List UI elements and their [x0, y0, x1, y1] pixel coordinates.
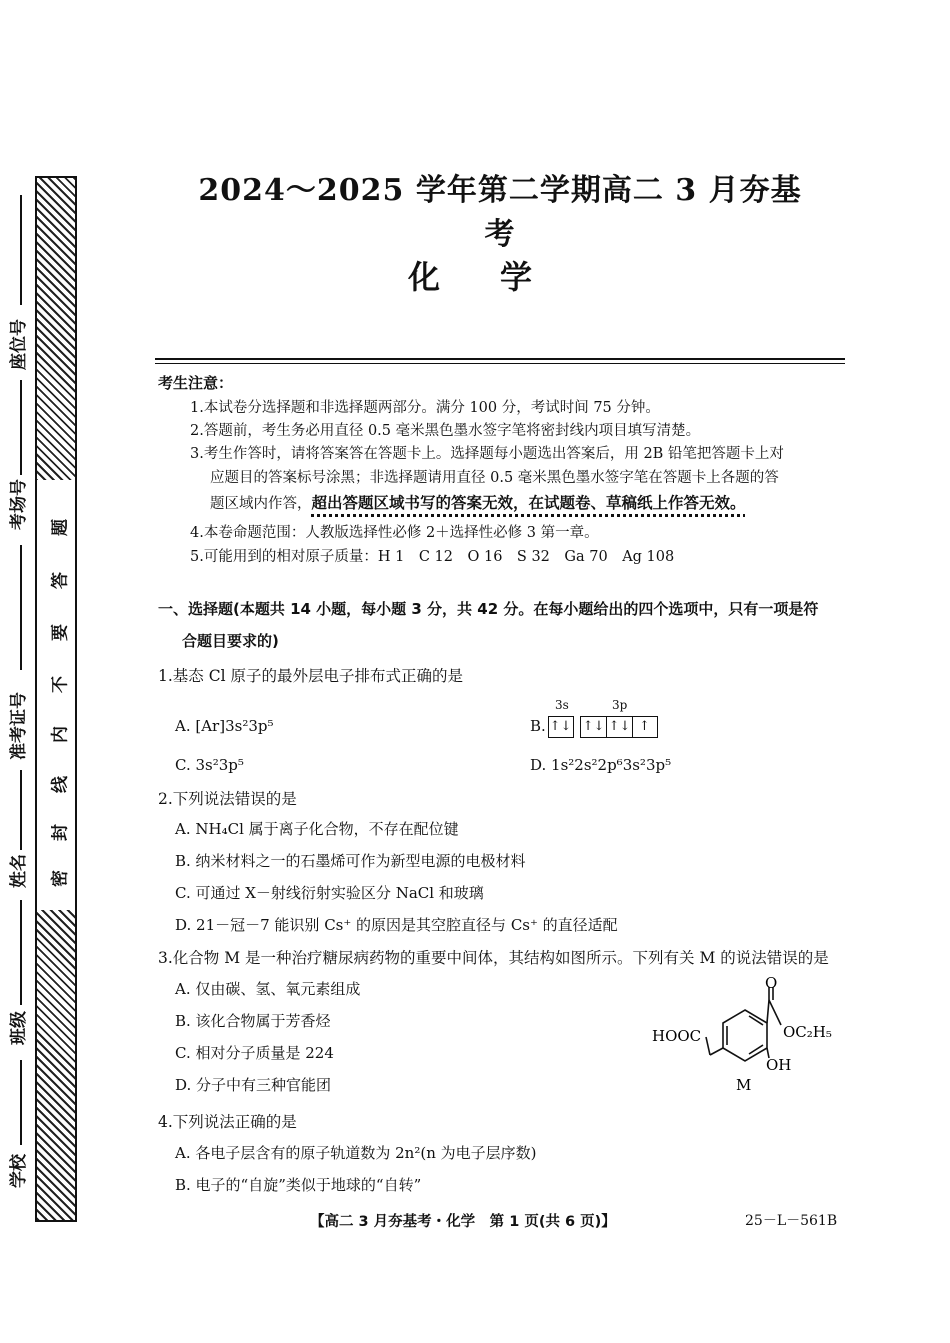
ticket-number-label: 准考证号 — [9, 692, 29, 760]
note-item: 5.可能用到的相对原子质量：H 1 C 12 O 16 S 32 Ga 70 Ag 108 — [190, 549, 675, 565]
q1-option-c: C. 3s²3p⁵ — [175, 756, 244, 774]
seal-char: 内 — [50, 726, 71, 743]
q3-option-b: B. 该化合物属于芳香烃 — [175, 1012, 331, 1030]
q2-option-a: A. NH₄Cl 属于离子化合物，不存在配位键 — [175, 820, 459, 838]
seal-char: 答 — [50, 572, 71, 589]
seal-char: 不 — [50, 676, 71, 693]
molecule-structure — [650, 975, 850, 1095]
struct-hooc: HOOC — [652, 1027, 702, 1045]
note-item — [210, 492, 746, 515]
struct-oc2h5: OC₂H₅ — [783, 1023, 832, 1041]
name-blank-line — [20, 770, 22, 850]
notes-title: 考生注意： — [158, 374, 234, 392]
struct-name: M — [736, 1076, 752, 1094]
note-item: 4.本卷命题范围：人教版选择性必修 2＋选择性必修 3 第一章。 — [190, 525, 599, 541]
q4-option-b: B. 电子的“自旋”类似于地球的“自转” — [175, 1176, 422, 1194]
note-item-text: 题区域内作答， — [210, 496, 312, 512]
section-heading-cont: 合题目要求的) — [182, 632, 279, 650]
orbital-label-3s: 3s — [555, 698, 569, 712]
q2-option-c: C. 可通过 X－射线衍射实验区分 NaCl 和玻璃 — [175, 884, 484, 902]
q3-option-c: C. 相对分子质量是 224 — [175, 1044, 334, 1062]
note-emphasis: 超出答题区域书写的答案无效，在试题卷、草稿纸上作答无效。 — [311, 494, 746, 512]
ticket-blank-line — [20, 545, 22, 670]
q2-option-b: B. 纳米材料之一的石墨烯可作为新型电源的电极材料 — [175, 852, 526, 870]
name-label: 姓名 — [9, 854, 29, 888]
note-item: 1.本试卷分选择题和非选择题两部分。满分 100 分，考试时间 75 分钟。 — [190, 400, 660, 416]
exam-room-label: 考场号 — [9, 479, 29, 530]
page-footer: 【高二 3 月夯基考・化学 第 1 页(共 6 页)】 — [310, 1214, 616, 1230]
q1-option-d: D. 1s²2s²2p⁶3s²3p⁵ — [530, 756, 672, 774]
seal-char: 题 — [50, 519, 71, 536]
q1-option-a: A. [Ar]3s²3p⁵ — [175, 717, 274, 735]
header-rule — [155, 358, 845, 360]
seat-number-label: 座位号 — [9, 319, 29, 370]
school-label: 学校 — [9, 1154, 29, 1188]
class-blank-line — [20, 900, 22, 1005]
q3-option-a: A. 仅由碳、氢、氧元素组成 — [175, 980, 361, 998]
orbital-cell: ↑↓ — [581, 717, 607, 737]
school-blank-line — [20, 1060, 22, 1145]
question-3-stem: 3.化合物 M 是一种治疗糖尿病药物的重要中间体，其结构如图所示。下列有关 M 的说法错误的是 — [158, 949, 829, 967]
orbital-cell: ↑↓ — [607, 717, 633, 737]
page-title: 2024～2025 学年第二学期高二 3 月夯基考 — [198, 173, 802, 252]
class-label: 班级 — [9, 1011, 29, 1045]
seat-blank-line — [20, 195, 22, 305]
q3-option-d: D. 分子中有三种官能团 — [175, 1076, 332, 1094]
struct-oh: OH — [766, 1056, 792, 1074]
q1-option-b-label: B. — [530, 717, 546, 735]
orbital-cell: ↑ — [639, 719, 650, 734]
orbital-box-3p — [580, 716, 658, 738]
section-heading: 一、选择题(本题共 14 小题，每小题 3 分，共 42 分。在每小题给出的四个选项中，只有一项是符 — [158, 600, 819, 618]
seal-char: 密 — [50, 870, 71, 887]
q4-option-a: A. 各电子层含有的原子轨道数为 2n²(n 为电子层序数) — [175, 1144, 537, 1162]
orbital-cell: ↑↓ — [549, 719, 572, 734]
note-item: 应题目的答案标号涂黑；非选择题请用直径 0.5 毫米黑色墨水签字笔在答题卡上各题的答 — [210, 470, 779, 486]
subject-title: 化学 — [407, 258, 592, 296]
question-2-stem: 2.下列说法错误的是 — [158, 790, 297, 808]
seal-char: 封 — [50, 824, 71, 841]
orbital-label-3p: 3p — [612, 698, 628, 712]
seal-char: 要 — [50, 624, 71, 641]
q2-option-d: D. 21－冠－7 能识别 Cs⁺ 的原因是其空腔直径与 Cs⁺ 的直径适配 — [175, 916, 618, 934]
question-4-stem: 4.下列说法正确的是 — [158, 1113, 297, 1131]
paper-code: 25－L－561B — [745, 1213, 838, 1229]
seal-char: 线 — [50, 776, 71, 793]
struct-carbonyl-o: O — [765, 975, 778, 992]
note-item: 2.答题前，考生务必用直径 0.5 毫米黑色墨水签字笔将密封线内项目填写清楚。 — [190, 423, 701, 439]
note-item: 3.考生作答时，请将答案答在答题卡上。选择题每小题选出答案后，用 2B 铅笔把答题卡上对 — [190, 446, 784, 462]
orbital-box-3s — [548, 716, 574, 738]
header-rule-thin — [155, 363, 845, 364]
question-1-stem: 1.基态 Cl 原子的最外层电子排布式正确的是 — [158, 667, 463, 685]
exam-room-blank-line — [20, 380, 22, 475]
